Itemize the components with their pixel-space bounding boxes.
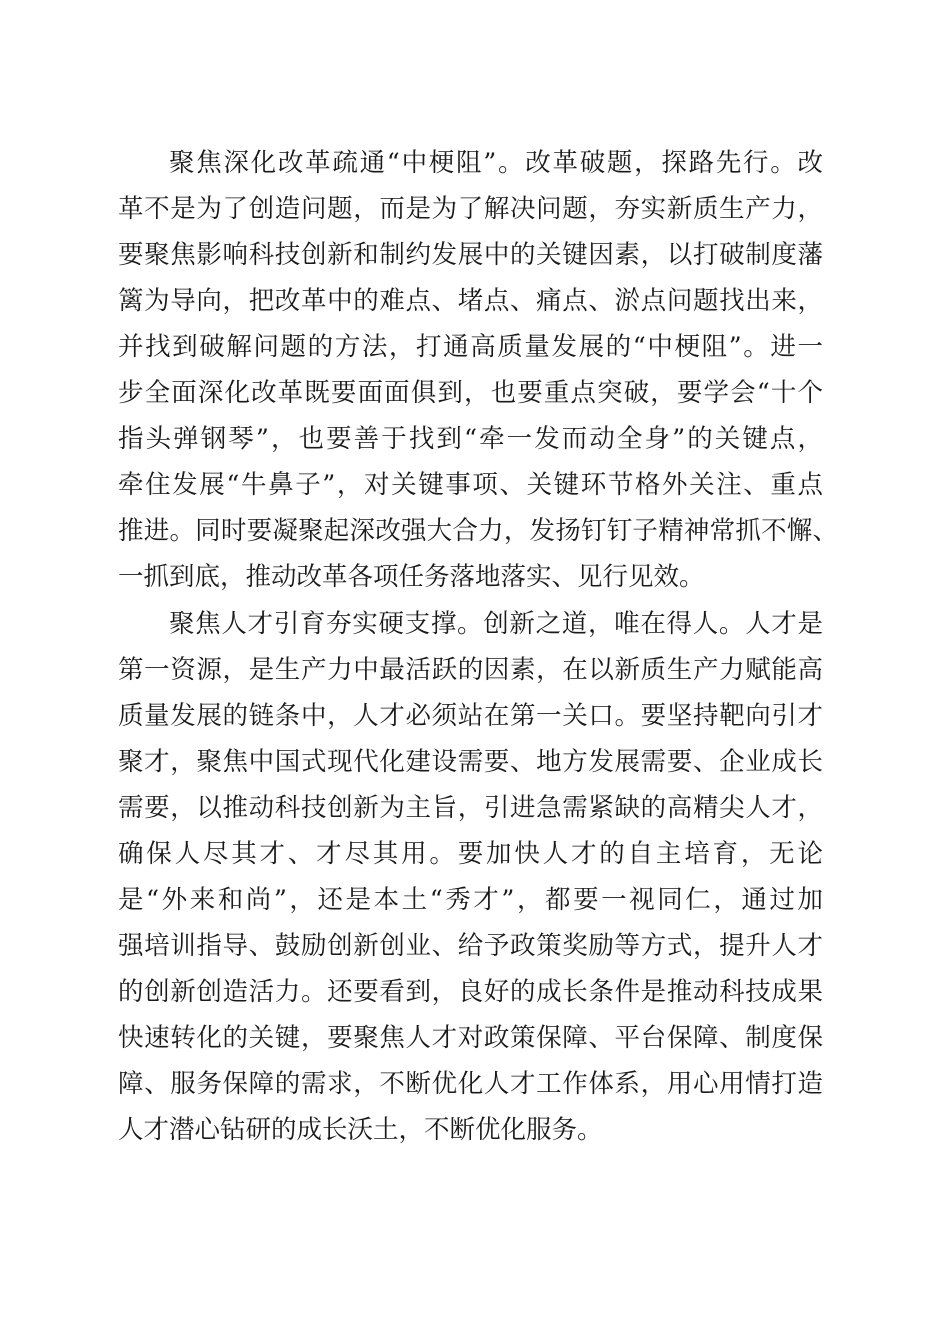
paragraph-line: 人才潜心钻研的成长沃土，不断优化服务。 bbox=[118, 1115, 603, 1145]
paragraph-line: 要聚焦影响科技创新和制约发展中的关键因素，以打破制度藩 bbox=[118, 240, 823, 270]
paragraph-line: 的创新创造活力。还要看到，良好的成长条件是推动科技成果 bbox=[118, 977, 823, 1007]
paragraph-line: 第一资源，是生产力中最活跃的因素，在以新质生产力赋能高 bbox=[118, 655, 823, 685]
paragraph-line: 推进。同时要凝聚起深改强大合力，发扬钉钉子精神常抓不懈、 bbox=[118, 516, 838, 546]
paragraph-line: 革不是为了创造问题，而是为了解决问题，夯实新质生产力， bbox=[118, 194, 823, 224]
paragraph-line: 障、服务保障的需求，不断优化人才工作体系，用心用情打造 bbox=[118, 1069, 823, 1099]
paragraph-line: 强培训指导、鼓励创新创业、给予政策奖励等方式，提升人才 bbox=[118, 931, 823, 961]
paragraph-line: 是“外来和尚”，还是本土“秀才”，都要一视同仁，通过加 bbox=[118, 885, 823, 915]
paragraph-line: 一抓到底，推动改革各项任务落地落实、见行见效。 bbox=[118, 562, 705, 592]
paragraph-line: 并找到破解问题的方法，打通高质量发展的“中梗阻”。进一 bbox=[118, 332, 823, 362]
paragraph-line: 聚焦人才引育夯实硬支撑。创新之道，唯在得人。人才是 bbox=[169, 609, 823, 639]
paragraph-line: 指头弹钢琴”，也要善于找到“牵一发而动全身”的关键点， bbox=[118, 424, 823, 454]
paragraph-line: 质量发展的链条中，人才必须站在第一关口。要坚持靶向引才 bbox=[118, 701, 823, 731]
paragraph-line: 快速转化的关键，要聚焦人才对政策保障、平台保障、制度保 bbox=[118, 1023, 823, 1053]
paragraph-line: 聚才，聚焦中国式现代化建设需要、地方发展需要、企业成长 bbox=[118, 747, 823, 777]
paragraph-line: 确保人尽其才、才尽其用。要加快人才的自主培育，无论 bbox=[118, 839, 823, 869]
paragraph-line: 聚焦深化改革疏通“中梗阻”。改革破题，探路先行。改 bbox=[169, 148, 823, 178]
paragraph-line: 需要，以推动科技创新为主旨，引进急需紧缺的高精尖人才， bbox=[118, 793, 823, 823]
paragraph-line: 篱为导向，把改革中的难点、堵点、痛点、淤点问题找出来， bbox=[118, 286, 823, 316]
paragraph-line: 牵住发展“牛鼻子”，对关键事项、关键环节格外关注、重点 bbox=[118, 470, 823, 500]
paragraph-line: 步全面深化改革既要面面俱到，也要重点突破，要学会“十个 bbox=[118, 378, 823, 408]
